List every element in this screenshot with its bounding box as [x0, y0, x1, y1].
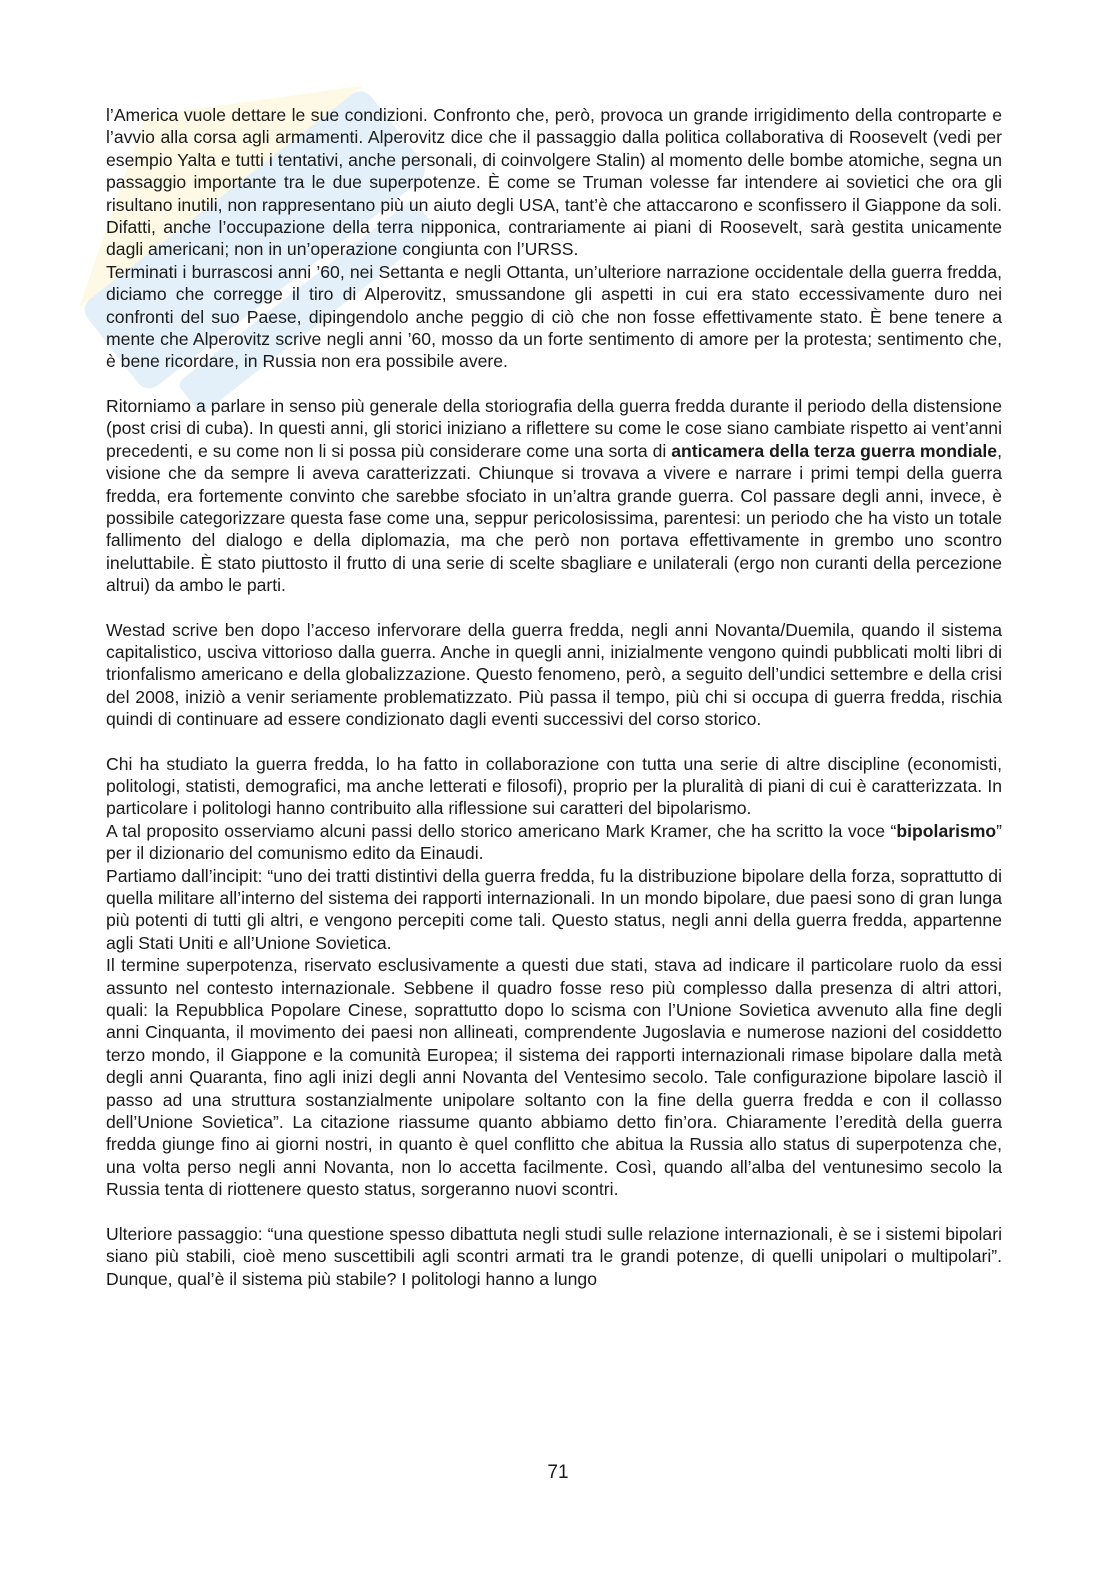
paragraph-kramer: [106, 820, 1002, 865]
text-run: A tal proposito osserviamo alcuni passi dello storico americano Mark Kramer, che ha scritto la voce “: [106, 820, 897, 841]
paragraph-westad: Westad scrive ben dopo l’acceso infervorare della guerra fredda, negli anni Novanta/Duemila, quando il sistema capitalistico, usciva vittorioso dalla guerra. Anche in quegli anni, inizialmente vengono quindi pubblicati molti libri di trionfalismo americano e della globalizzazione. Questo fenomeno, però, a seguito dell’undici settembre e della crisi del 2008, iniziò a venir seriamente problematizzato. Più passa il tempo, più chi si occupa di guerra fredda, rischia quindi di continuare ad essere condizionato dagli eventi successivi del corso storico.: [106, 619, 1002, 730]
paragraph-incipit: Partiamo dall’incipit: “uno dei tratti distintivi della guerra fredda, fu la distribuzione bipolare della forza, soprattutto di quella militare all’interno del sistema dei rapporti internazionali. In un mondo bipolare, due paesi sono di gran lunga più potenti di tutti gli altri, e vengono percepiti come tali. Questo status, negli anni della guerra fredda, appartenne agli Stati Uniti e all’Unione Sovietica.: [106, 865, 1002, 953]
paragraph-alperovitz-truman: l’America vuole dettare le sue condizioni. Confronto che, però, provoca un grande irrigidimento della controparte e l’avvio alla corsa agli armamenti. Alperovitz dice che il passaggio dalla politica collaborativa di Roosevelt (vedi per esempio Yalta e tutti i tentativi, anche personali, di coinvolgere Stalin) al momento delle bombe atomiche, segna un passaggio importante tra le due superpotenze. È come se Truman volesse far intendere ai sovietici che ora gli risultano inutili, non rappresentano più un aiuto degli USA, tant’è che attaccarono e sconfissero il Giappone da soli. Difatti, anche l’occupazione della terra nipponica, contrariamente ai piani di Roosevelt, sarà gestita unicamente dagli americani; non in un’operazione congiunta con l’URSS.: [106, 105, 1002, 260]
text-run: ” per il dizionario del comunismo edito da Einaudi.: [106, 820, 1002, 864]
page-number: 71: [547, 1462, 569, 1483]
paragraph-ulteriore-passaggio: Ulteriore passaggio: “una questione spesso dibattuta negli studi sulle relazione internazionali, è se i sistemi bipolari siano più stabili, cioè meno suscettibili agli scontri armati tra le grandi potenze, di quelli unipolari o multipolari”. Dunque, qual’è il sistema più stabile? I politologi hanno a lungo: [106, 1223, 1002, 1289]
paragraph-discipline: Chi ha studiato la guerra fredda, lo ha fatto in collaborazione con tutta una serie di altre discipline (economisti, politologi, statisti, demografici, ma anche letterati e filosofi), proprio per la pluralità di piani di cui è caratterizzata. In particolare i politologi hanno contribuito alla riflessione sui caratteri del bipolarismo.: [106, 753, 1002, 819]
text-run: Ritorniamo a parlare in senso più generale della storiografia della guerra fredda durante il periodo della distensione (post crisi di cuba). In questi anni, gli storici iniziano a riflettere su come le cose siano cambiate rispetto ai vent’anni precedenti, e su come non li si possa più considerare come una sorta di: [106, 395, 1002, 461]
text-run: , visione che da sempre li aveva caratterizzati. Chiunque si trovava a vivere e narrare i primi tempi della guerra fredda, era fortemente convinto che sarebbe sfociato in un’altra grande guerra. Col passare degli anni, invece, è possibile categorizzare questa fase come una, seppur pericolosissima, parentesi: un periodo che ha visto un totale fallimento del dialogo e della diplomazia, ma che però non portava effettivamente in grembo uno scontro ineluttabile. È stato piuttosto il frutto di una serie di scelte sbagliare e unilaterali (ergo non curanti della percezione altrui) da ambo le parti.: [106, 440, 1002, 596]
document-body: [106, 104, 1002, 1290]
bold-term-anticamera: anticamera della terza guerra mondiale: [671, 440, 998, 461]
paragraph-distensione: [106, 395, 1002, 597]
paragraph-settanta-ottanta: Terminati i burrascosi anni ’60, nei Settanta e negli Ottanta, un’ulteriore narrazione occidentale della guerra fredda, diciamo che corregge il tiro di Alperovitz, smussandone gli aspetti in cui era stato eccessivamente duro nei confronti del suo Paese, dipingendolo anche peggio di ciò che non fosse effettivamente stato. È bene tenere a mente che Alperovitz scrive negli anni ’60, mosso da un forte sentimento di amore per la protesta; sentimento che, è bene ricordare, in Russia non era possibile avere.: [106, 261, 1002, 372]
paragraph-superpotenza: Il termine superpotenza, riservato esclusivamente a questi due stati, stava ad indicare il particolare ruolo da essi assunto nel contesto internazionale. Sebbene il quadro fosse reso più complesso dalla presenza di altri attori, quali: la Repubblica Popolare Cinese, soprattutto dopo lo scisma con l’Unione Sovietica avvenuto alla fine degli anni Cinquanta, il movimento dei paesi non allineati, comprendente Jugoslavia e numerose nazioni del cosiddetto terzo mondo, il Giappone e la comunità Europea; il sistema dei rapporti internazionali rimase bipolare dalla metà degli anni Quaranta, fino agli inizi degli anni Novanta del Ventesimo secolo. Tale configurazione bipolare lasciò il passo ad una struttura sostanzialmente unipolare soltanto con la fine della guerra fredda e con il collasso dell’Unione Sovietica”. La citazione riassume quanto abbiamo detto fin’ora. Chiaramente l’eredità della guerra fredda giunge fino ai giorni nostri, in quanto è quel conflitto che abitua la Russia allo status di superpotenza che, una volta perso negli anni Novanta, non lo accetta facilmente. Così, quando all’alba del ventunesimo secolo la Russia tenta di riottenere questo status, sorgeranno nuovi scontri.: [106, 955, 1002, 1200]
bold-term-bipolarismo: bipolarismo: [896, 820, 997, 841]
